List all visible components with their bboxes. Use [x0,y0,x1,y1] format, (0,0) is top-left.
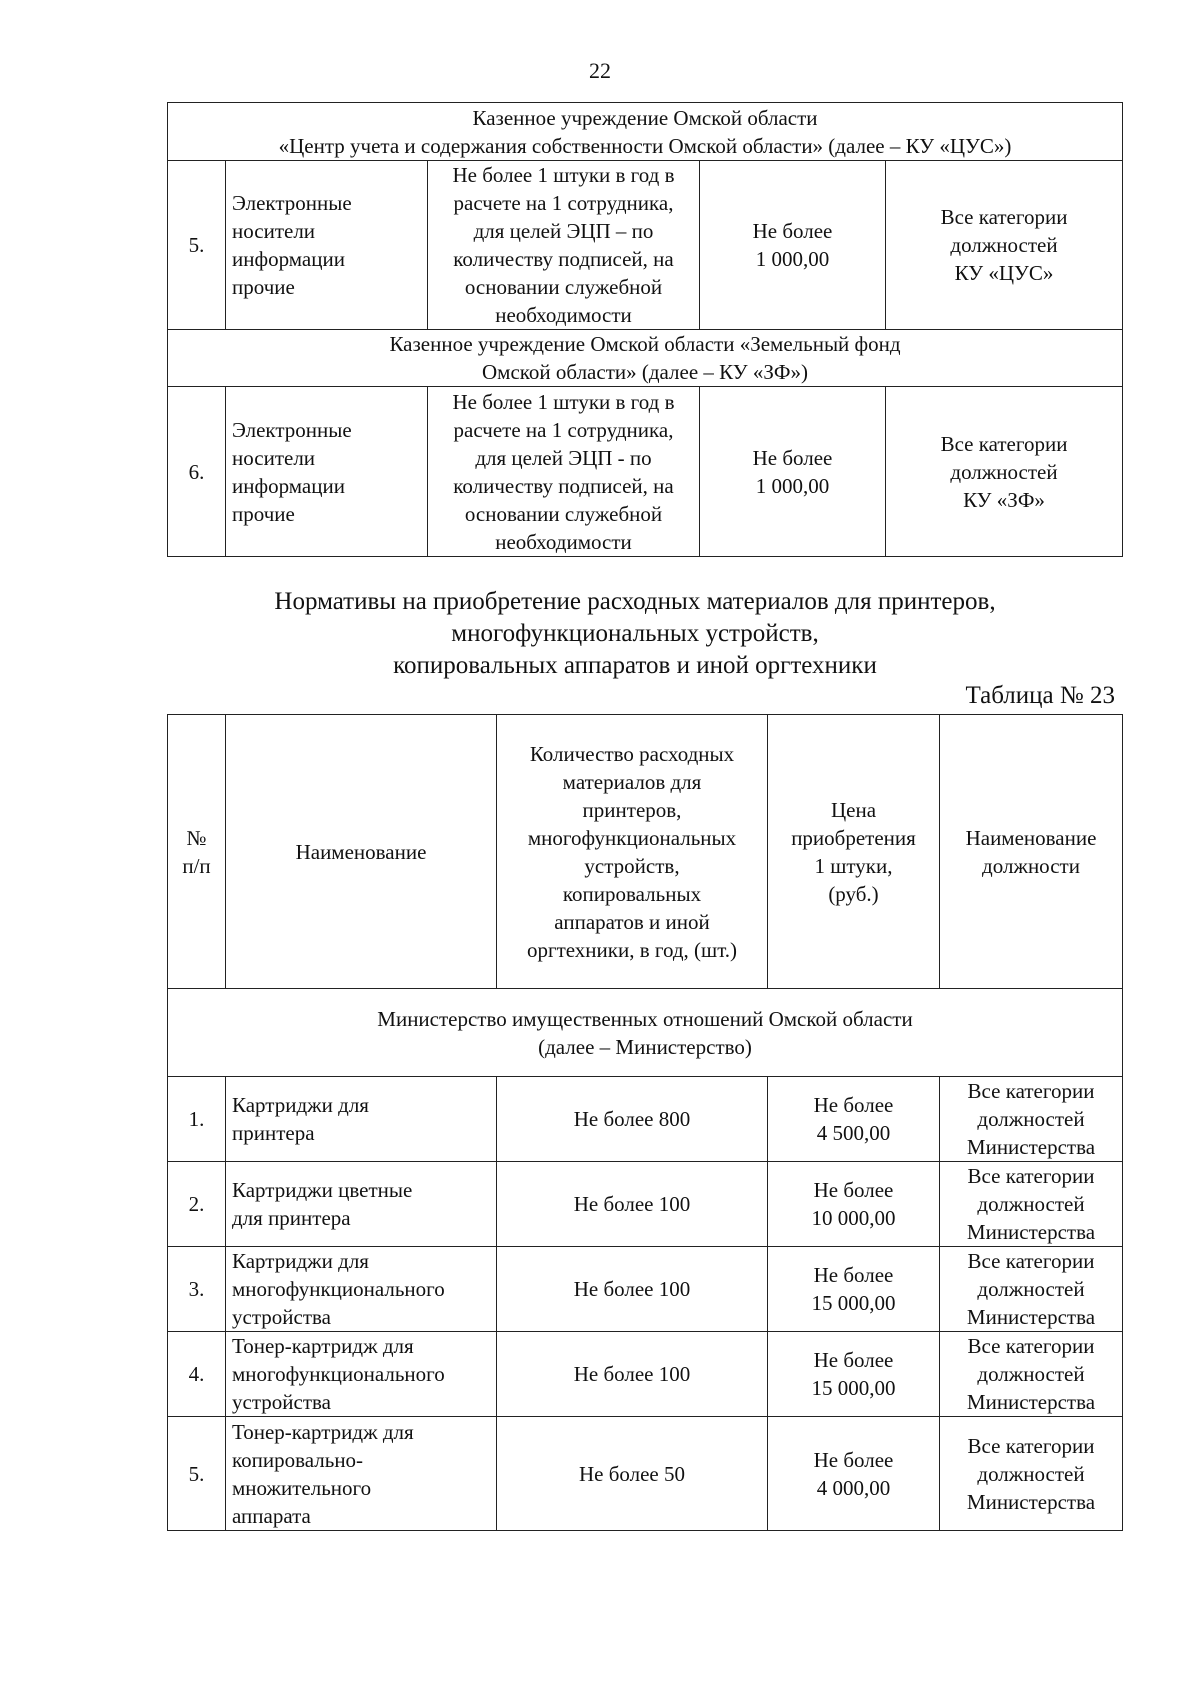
price-cell [768,1417,940,1531]
table-row [168,1417,1123,1531]
row-number: 1. [168,1077,226,1162]
table-row [168,1077,1123,1162]
item-name-cell [226,387,428,557]
row-number: 2. [168,1162,226,1247]
item-name-line: устройства [232,1305,331,1329]
quantity-line: расчете на 1 сотрудника, [453,191,674,215]
position-line: должностей [950,459,1058,484]
position-line: КУ «ЦУС» [954,261,1054,285]
item-name-line: Картриджи для [232,1249,369,1273]
row-number: 4. [168,1332,226,1417]
quantity-line: количеству подписей, на [453,473,674,498]
header-price [768,715,940,989]
price-cell [700,161,886,330]
position-line: Министерства [966,1489,1096,1514]
table-row [168,1162,1123,1247]
position-cell [940,1332,1123,1417]
quantity-line: Не более 1 штуки в год в [452,163,675,187]
price-line: 10 000,00 [811,1206,896,1230]
price-cell [768,1332,940,1417]
item-name-cell [226,1247,497,1332]
section-header-line: Министерство имущественных отношений Омской области [377,1006,913,1031]
item-name-line: копировально- [232,1447,364,1472]
price-line: 15 000,00 [811,1291,896,1315]
title-line: Нормативы на приобретение расходных материалов для принтеров, [274,588,996,615]
header-num [168,715,226,989]
section-header-cell [168,103,1123,161]
quantity-line: для целей ЭЦП - по [475,445,652,470]
section-header-cell [168,989,1123,1077]
item-name-line: информации [232,473,345,498]
price-line: 1 000,00 [755,473,830,498]
row-number: 3. [168,1247,226,1332]
section-header-row [168,330,1123,387]
price-line: Не более [813,1447,894,1472]
price-line: Не более [813,1263,894,1287]
price-line: 4 000,00 [816,1475,891,1500]
header-line: (руб.) [828,881,879,906]
price-cell [768,1162,940,1247]
item-name-line: информации [232,247,345,271]
position-line: должностей [977,1107,1085,1131]
section-header-line: Казенное учреждение Омской области [472,105,818,130]
section-header-line: Казенное учреждение Омской области «Земельный фонд [389,332,901,356]
position-line: Все категории [967,1249,1095,1273]
item-name-line: прочие [232,275,295,299]
item-name-line: Картриджи цветные [232,1178,413,1202]
item-name-cell [226,1162,497,1247]
top-table [167,102,1123,557]
quantity-line: необходимости [495,529,632,554]
header-line: Наименование [295,839,427,864]
position-cell [940,1417,1123,1531]
section-header-line: «Центр учета и содержания собственности Омской области» (далее – КУ «ЦУС») [278,133,1012,158]
section-header-cell [168,330,1123,387]
position-line: Министерства [966,1390,1096,1414]
quantity-line: необходимости [495,303,632,327]
item-name-line: для принтера [232,1206,351,1230]
item-name-cell [226,1332,497,1417]
price-cell [768,1247,940,1332]
table-23 [167,714,1123,1531]
header-line: принтеров, [582,797,682,822]
price-line: 1 000,00 [755,247,830,271]
quantity-cell: Не более 50 [497,1417,768,1531]
table-row [168,387,1123,557]
quantity-line: Не более 1 штуки в год в [452,389,675,414]
item-name-line: Тонер-картридж для [232,1419,414,1444]
header-line: копировальных [562,881,702,906]
header-line: приобретения [791,825,916,850]
section-title [0,586,1200,682]
item-name-line: многофункционального [232,1277,445,1301]
section-header-line: (далее – Министерство) [538,1034,752,1059]
item-name-cell [226,161,428,330]
price-line: Не более [813,1178,894,1202]
quantity-cell: Не более 800 [497,1077,768,1162]
header-line: аппаратов и иной [554,909,710,934]
table-number: Таблица № 23 [965,682,1115,709]
position-line: Все категории [967,1433,1095,1458]
quantity-line: количеству подписей, на [453,247,674,271]
page-number: 22 [589,58,611,83]
section-header-row [168,989,1123,1077]
item-name-line: Электронные [232,191,352,215]
position-line: должностей [977,1362,1085,1386]
header-quantity [497,715,768,989]
position-cell [940,1247,1123,1332]
item-name-line: Электронные [232,417,352,442]
item-name-line: принтера [232,1121,315,1145]
quantity-cell [428,161,700,330]
section-header-row [168,103,1123,161]
item-name-line: устройства [232,1390,331,1414]
position-cell [886,387,1123,557]
position-line: Министерства [966,1305,1096,1329]
item-name-line: прочие [232,501,295,526]
price-line: 4 500,00 [816,1121,891,1145]
price-line: Не более [813,1093,894,1117]
quantity-cell [428,387,700,557]
header-line: п/п [182,853,211,878]
position-line: КУ «ЗФ» [963,487,1045,512]
title-line: многофункциональных устройств, [451,620,819,647]
position-line: должностей [977,1461,1085,1486]
price-line: 15 000,00 [811,1376,896,1400]
item-name-line: множительного [232,1475,372,1500]
position-line: Все категории [940,431,1068,456]
header-position [940,715,1123,989]
title-line: копировальных аппаратов и иной оргтехники [393,652,877,679]
position-cell [886,161,1123,330]
quantity-line: для целей ЭЦП – по [473,219,654,243]
header-line: Наименование [965,825,1097,850]
price-line: Не более [813,1348,894,1372]
quantity-cell: Не более 100 [497,1162,768,1247]
table-row [168,1332,1123,1417]
price-cell [768,1077,940,1162]
position-line: должностей [977,1192,1085,1216]
position-line: должностей [950,233,1058,257]
quantity-line: основании служебной [464,501,663,526]
header-line: № [186,825,207,850]
table-row [168,161,1123,330]
quantity-cell: Не более 100 [497,1332,768,1417]
price-line: Не более [752,219,833,243]
header-line: должности [982,853,1080,878]
item-name-line: многофункционального [232,1362,445,1386]
price-line: Не более [752,445,833,470]
header-line: Количество расходных [529,741,735,766]
item-name-line: носители [232,219,316,243]
price-cell [700,387,886,557]
header-line: устройств, [584,853,680,878]
header-line: многофункциональных [527,825,737,850]
row-number: 5. [168,1417,226,1531]
header-row [168,715,1123,989]
item-name-cell [226,1417,497,1531]
section-header-line: Омской области» (далее – КУ «ЗФ») [482,360,808,384]
position-line: Все категории [967,1164,1095,1188]
header-line: Цена [830,797,877,822]
row-number: 5. [168,161,226,330]
position-cell [940,1077,1123,1162]
position-line: Все категории [940,205,1068,229]
position-line: Министерства [966,1220,1096,1244]
item-name-line: Тонер-картридж для [232,1334,414,1358]
header-name [226,715,497,989]
header-line: 1 штуки, [814,853,893,878]
position-line: Все категории [967,1079,1095,1103]
item-name-cell [226,1077,497,1162]
position-cell [940,1162,1123,1247]
table-row [168,1247,1123,1332]
row-number: 6. [168,387,226,557]
quantity-line: расчете на 1 сотрудника, [453,417,674,442]
position-line: Министерства [966,1135,1096,1159]
position-line: Все категории [967,1334,1095,1358]
item-name-line: Картриджи для [232,1093,369,1117]
quantity-line: основании служебной [464,275,663,299]
header-line: материалов для [562,769,702,794]
item-name-line: аппарата [232,1503,311,1528]
item-name-line: носители [232,445,316,470]
position-line: должностей [977,1277,1085,1301]
header-line: оргтехники, в год, (шт.) [526,937,738,962]
quantity-cell: Не более 100 [497,1247,768,1332]
